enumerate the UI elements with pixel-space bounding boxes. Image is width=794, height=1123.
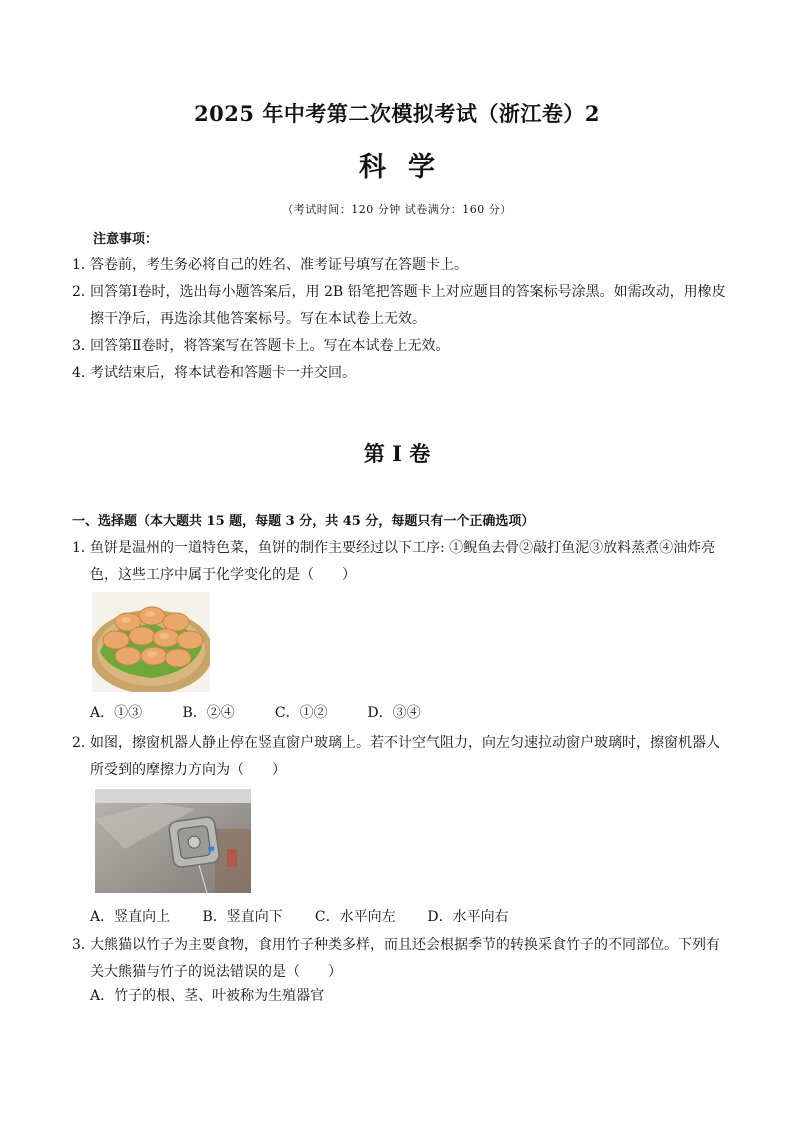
question-2-options [90, 906, 509, 926]
notice-item-text: 回答第Ⅰ卷时，选出每小题答案后，用 2B 铅笔把答题卡上对应题目的答案标号涂黑。如需改动，用橡皮擦干净后，再选涂其他答案标号。写在本试卷上无效。 [90, 284, 726, 327]
question-number: 3． [72, 937, 95, 953]
notice-list [72, 252, 732, 387]
option-b[interactable]: B．②④ [182, 705, 235, 721]
notice-item [72, 252, 732, 279]
option-d[interactable]: D．③④ [367, 705, 421, 721]
notice-item-number: 4． [72, 365, 95, 381]
question-number: 1． [72, 540, 95, 556]
fish-cake-image [92, 592, 210, 692]
question-text: 如图，擦窗机器人静止停在竖直窗户玻璃上。若不计空气阻力，向左匀速拉动窗户玻璃时，擦窗机器人所受到的摩擦力方向为（ ） [90, 735, 720, 778]
exam-title: 2025 年中考第二次模拟考试（浙江卷）2 [194, 101, 600, 126]
option-a[interactable]: A．①③ [90, 705, 143, 721]
window-robot-image [95, 789, 251, 893]
section-title: 第 I 卷 [363, 441, 431, 466]
option-a[interactable]: A．竖直向上 [90, 909, 171, 925]
notice-heading: 注意事项： [93, 232, 159, 247]
option-c[interactable]: C．①② [274, 705, 328, 721]
window-robot-illustration [95, 789, 251, 893]
option-d[interactable]: D．水平向右 [427, 909, 509, 925]
fish-cake-illustration [92, 592, 210, 692]
notice-item [72, 279, 732, 333]
question-1-options [90, 702, 421, 722]
subject-title: 科学 [359, 152, 457, 183]
notice-item [72, 333, 732, 360]
notice-item-text: 考试结束后，将本试卷和答题卡一并交回。 [90, 365, 356, 381]
notice-item [72, 360, 732, 387]
question-2 [72, 730, 732, 784]
part-heading: 一、选择题（本大题共 15 题，每题 3 分，共 45 分，每题只有一个正确选项） [72, 514, 535, 529]
option-c[interactable]: C．水平向左 [314, 909, 396, 925]
question-number: 2． [72, 735, 95, 751]
notice-item-number: 1． [72, 257, 95, 273]
option-b[interactable]: B．竖直向下 [202, 909, 283, 925]
question-text: 大熊猫以竹子为主要食物，食用竹子种类多样，而且还会根据季节的转换采食竹子的不同部位。下列有关大熊猫与竹子的说法错误的是（ ） [90, 937, 720, 980]
notice-item-number: 3． [72, 338, 95, 354]
option-a[interactable]: A．竹子的根、茎、叶被称为生殖器官 [90, 988, 325, 1004]
question-text: 鱼饼是温州的一道特色菜，鱼饼的制作主要经过以下工序: ①鲵鱼去骨②敲打鱼泥③放料蒸煮④油炸亮色，这些工序中属于化学变化的是（ ） [90, 540, 716, 583]
notice-item-text: 回答第Ⅱ卷时，将答案写在答题卡上。写在本试卷上无效。 [90, 338, 450, 354]
question-3 [72, 932, 732, 986]
notice-item-number: 2． [72, 284, 95, 300]
exam-time-score: （考试时间：120 分钟 试卷满分：160 分） [282, 203, 512, 216]
notice-item-text: 答卷前，考生务必将自己的姓名、准考证号填写在答题卡上。 [90, 257, 468, 273]
question-1 [72, 535, 732, 589]
